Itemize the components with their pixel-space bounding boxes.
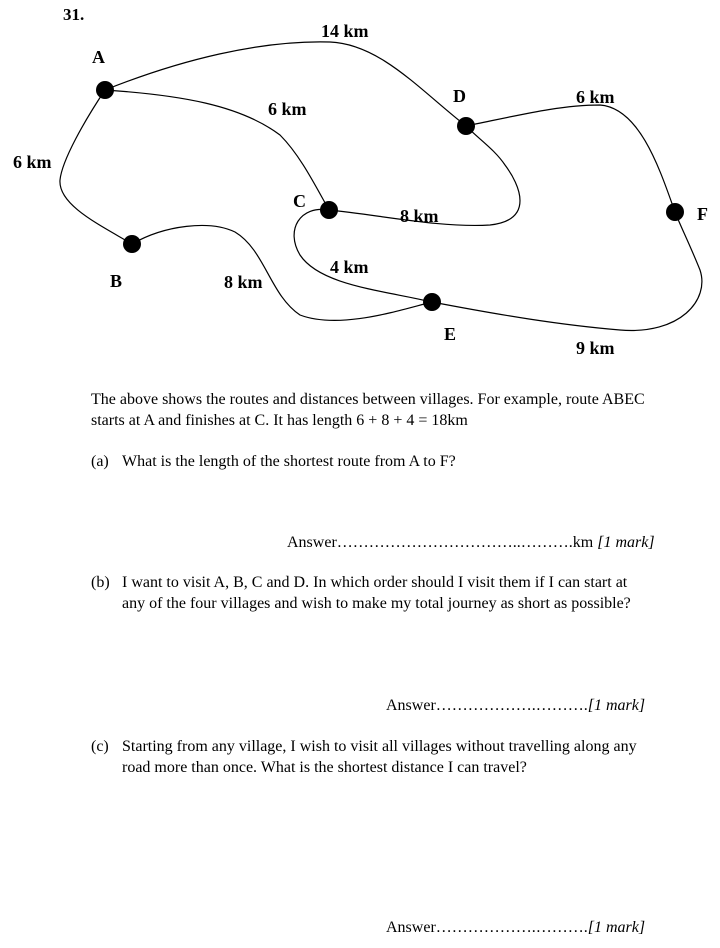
question-c-text: Starting from any village, I wish to visit all villages without travelling along any road more than once. What is the shortest distance I can travel? [122,738,637,776]
vertex-a [96,81,114,99]
vertex-f [666,203,684,221]
edge-label-b-e: 8 km [224,272,263,292]
edge-a-b [60,90,132,244]
answer-b-mark: [1 mark] [587,697,646,714]
answer-b-dots[interactable]: ……………….………. [435,697,588,714]
question-b-text: I want to visit A, B, C and D. In which order should I visit them if I can start at any of the four villages and wish to make my total journey as short as possible? [122,574,631,612]
question-a [91,451,651,472]
question-a-text: What is the length of the shortest route from A to F? [122,453,456,470]
answer-a-dots[interactable]: ……………………………..………. [336,534,573,551]
answer-b-prefix: Answer [386,697,436,714]
question-a-label: (a) [91,453,109,470]
vertex-label-e: E [444,324,457,344]
vertex-label-a: A [92,47,105,67]
edge-e-f [432,212,702,330]
answer-c-mark: [1 mark] [587,919,646,936]
vertex-d [457,117,475,135]
edge-label-a-b: 6 km [13,152,52,172]
answer-a-line[interactable] [287,534,655,552]
question-b-label: (b) [91,574,110,591]
question-c-label: (c) [91,738,109,755]
edge-label-c-e: 4 km [330,257,369,277]
vertex-label-d: D [453,86,466,106]
answer-a-mark: [1 mark] [597,534,655,551]
answer-b-line[interactable] [386,697,645,715]
answer-c-dots[interactable]: ……………….………. [435,919,588,936]
answer-c-line[interactable] [386,919,645,937]
vertex-label-c: C [293,191,306,211]
answer-a-prefix: Answer [287,534,337,551]
route-graph [0,0,720,370]
answer-a-unit: km [572,534,594,551]
edge-label-d-f: 6 km [576,87,615,107]
vertex-b [123,235,141,253]
intro-text: The above shows the routes and distances between villages. For example, route ABEC starts at A and finishes at C. It has length 6 + 8 + 4 = 18km [91,391,645,429]
vertex-label-b: B [110,271,123,291]
question-c [91,736,651,778]
vertex-c [320,201,338,219]
edge-label-c-d: 8 km [400,206,439,226]
edge-label-a-c: 6 km [268,99,307,119]
question-b [91,572,651,614]
question-number: 31. [63,5,85,24]
edge-label-a-d: 14 km [321,21,369,41]
vertex-label-f: F [697,204,708,224]
vertex-e [423,293,441,311]
answer-c-prefix: Answer [386,919,436,936]
edge-d-f [466,105,675,212]
edge-b-e [132,226,432,321]
edge-label-e-f: 9 km [576,338,615,358]
